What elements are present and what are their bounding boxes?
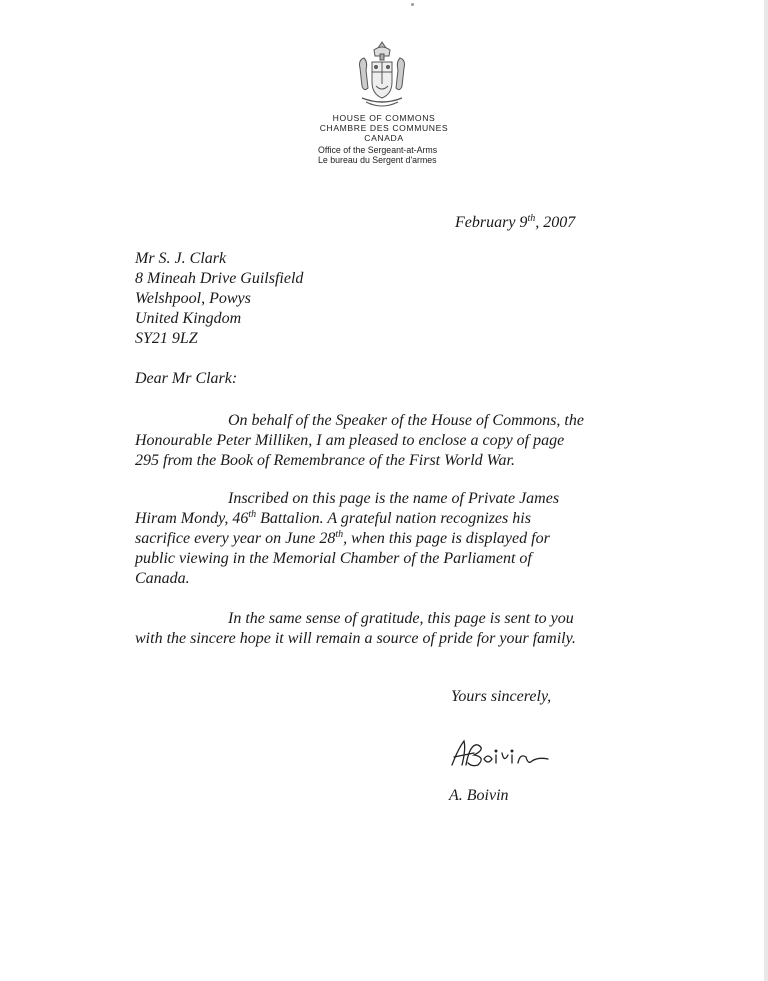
recipient-name: Mr S. J. Clark — [135, 250, 227, 267]
letterhead-line1: HOUSE OF COMMONS — [332, 113, 436, 123]
scan-edge — [764, 0, 768, 981]
date-month: February 9 — [455, 214, 528, 231]
paragraph2-text: Hiram Mondy, 46 — [135, 510, 249, 527]
handwritten-signature-icon — [448, 735, 552, 773]
paragraph2-line: public viewing in the Memorial Chamber of the Parliament of — [135, 550, 532, 567]
letter-date — [455, 213, 575, 233]
ordinal-suffix: th — [335, 529, 344, 540]
paragraph2-line: Inscribed on this page is the name of Private James — [228, 490, 560, 507]
recipient-street: 8 Mineah Drive Guilsfield — [135, 270, 304, 287]
paragraph2-line — [135, 529, 550, 549]
paragraph2-text: , when this page is displayed for — [343, 530, 550, 547]
scan-speck — [411, 3, 414, 6]
coat-of-arms-icon — [354, 40, 410, 112]
paragraph1-line: Honourable Peter Milliken, I am pleased to enclose a copy of page — [135, 432, 565, 449]
letterhead-line3: CANADA — [364, 133, 404, 143]
paragraph1-line: On behalf of the Speaker of the House of Commons, the — [228, 412, 584, 429]
paragraph2-line — [135, 509, 531, 529]
paragraph2-text: sacrifice every year on June 28 — [135, 530, 336, 547]
paragraph1-line: 295 from the Book of Remembrance of the First World War. — [135, 452, 515, 469]
paragraph3-line: In the same sense of gratitude, this page is sent to you — [228, 610, 574, 627]
paragraph3-line: with the sincere hope it will remain a source of pride for your family. — [135, 630, 576, 647]
recipient-town: Welshpool, Powys — [135, 290, 251, 307]
salutation: Dear Mr Clark: — [135, 370, 238, 387]
paragraph2-text: Battalion. A grateful nation recognizes his — [256, 510, 531, 527]
recipient-country: United Kingdom — [135, 310, 242, 327]
letterhead-office-fr: Le bureau du Sergent d'armes — [318, 155, 437, 165]
closing: Yours sincerely, — [451, 688, 552, 705]
letterhead-office-en: Office of the Sergeant-at-Arms — [318, 145, 438, 155]
signatory-name: A. Boivin — [449, 787, 509, 804]
paragraph2-line: Canada. — [135, 570, 190, 587]
date-suffix: th — [527, 213, 536, 224]
ordinal-suffix: th — [248, 509, 257, 520]
recipient-postcode: SY21 9LZ — [135, 330, 198, 347]
date-year: , 2007 — [535, 214, 576, 231]
letterhead-line2: CHAMBRE DES COMMUNES — [319, 123, 449, 133]
